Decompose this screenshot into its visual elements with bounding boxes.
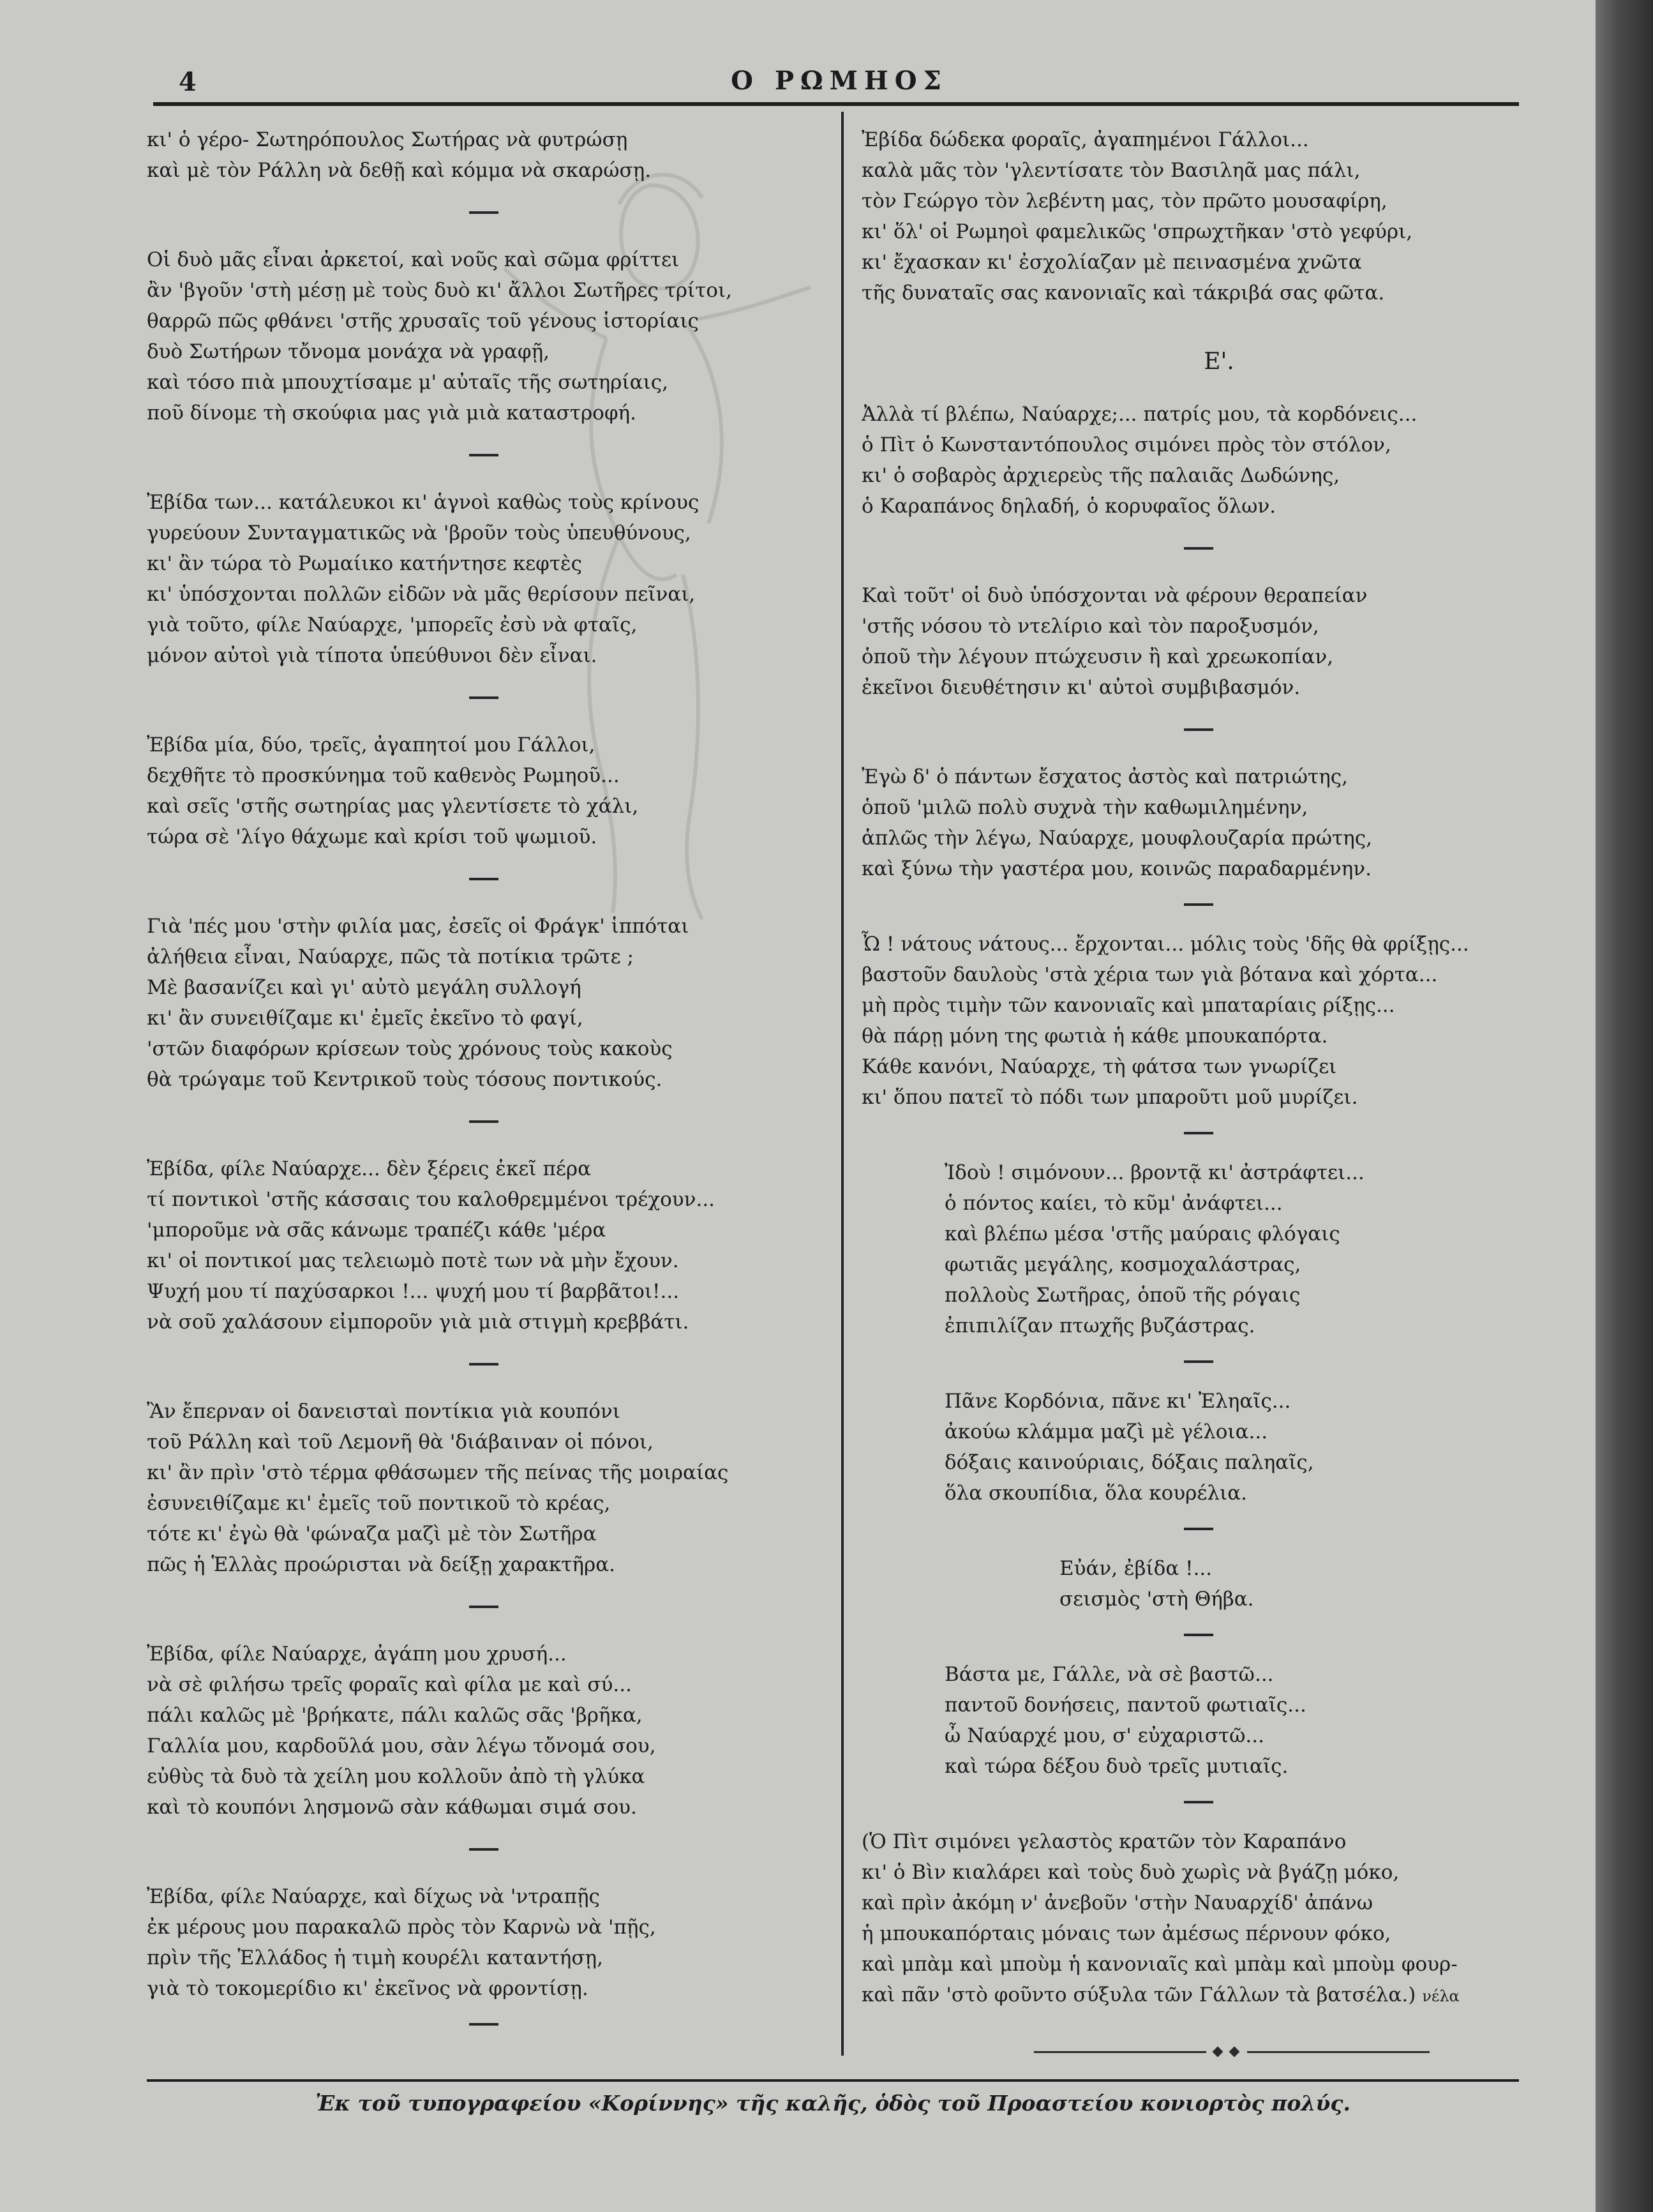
verse-line: τὸν Γεώργο τὸν λεβέντη μας, τὸν πρῶτο μουσαφίρη, (862, 190, 1387, 213)
verse-line: τοῦ Ράλλη καὶ τοῦ Λεμονῆ θὰ 'διάβαιναν οἱ πόνοι, (147, 1431, 654, 1454)
verse-line: Ἂν ἔπερναν οἱ δανεισταὶ ποντίκια γιὰ κουπόνι (147, 1400, 620, 1423)
verse-line: ἐκ μέρους μου παρακαλῶ πρὸς τὸν Καρνὼ νὰ 'πῇς, (147, 1916, 656, 1939)
stanza (147, 487, 823, 671)
stanza (862, 929, 1538, 1113)
verse-line: καὶ μὲ τὸν Ράλλη νὰ δεθῇ καὶ κόμμα νὰ σκαρώσῃ. (147, 159, 652, 182)
verse-line: τί ποντικοὶ 'στῆς κάσσαις του καλοθρεμμένοι τρέχουν... (147, 1188, 715, 1211)
verse-line: κι' ἂν τώρα τὸ Ρωμαίικο κατήντησε κεφτὲς (147, 552, 583, 575)
verse-line: θὰ πάρῃ μόνη της φωτιὰ ἡ κάθε μπουκαπόρτα. (862, 1025, 1328, 1048)
stanza-separator (1184, 903, 1213, 906)
verse-line: καὶ ξύνω τὴν γαστέρα μου, κοινῶς παραδαρμένην. (862, 857, 1372, 880)
verse-line: κι' ἂν συνειθίζαμε κι' ἐμεῖς ἐκεῖνο τὸ φαγί, (147, 1007, 583, 1030)
stanza-separator (1184, 1801, 1213, 1803)
closing-note (862, 1826, 1538, 2012)
verse-line: κι' ὁ σοβαρὸς ἀρχιερεὺς τῆς παλαιᾶς Δωδώνης, (862, 464, 1340, 487)
verse-line: Ἐβίδα, φίλε Ναύαρχε, καὶ δίχως νὰ 'ντραπῇς (147, 1885, 600, 1908)
verse-line: ὁποῦ τὴν λέγουν πτώχευσιν ἢ καὶ χρεωκοπίαν, (862, 645, 1334, 668)
page-edge-shadow (1596, 0, 1653, 2212)
verse-line: Ἐγὼ δ' ὁ πάντων ἔσχατος ἀστὸς καὶ πατριώτης, (862, 765, 1348, 788)
verse-line: κι' ὁ γέρο- Σωτηρόπουλος Σωτήρας νὰ φυτρώσῃ (147, 128, 628, 151)
verse-line: γιὰ τὸ τοκομερίδιο κι' ἐκεῖνος νὰ φροντίσῃ. (147, 1977, 588, 2000)
verse-line: νὰ σοῦ χαλάσουν εἰμποροῦν γιὰ μιὰ στιγμὴ κρεββάτι. (147, 1311, 689, 1334)
verse-line: παντοῦ δονήσεις, παντοῦ φωτιαῖς... (945, 1694, 1306, 1717)
verse-line: κι' ὅλ' οἱ Ρωμηοὶ φαμελικῶς 'σπρωχτῆκαν 'στὸ γεφύρι, (862, 220, 1413, 243)
stanza-separator (1184, 1634, 1213, 1636)
verse-line: ἀκούω κλάμμα μαζὶ μὲ γέλοια... (945, 1420, 1268, 1443)
verse-line: καὶ μπὰμ καὶ μποὺμ ἡ κανονιαῖς καὶ μπὰμ καὶ μποὺμ φουρ- (862, 1953, 1458, 1976)
verse-line: κι' ἔχασκαν κι' ἐσχολίαζαν μὲ πεινασμένα χνῶτα (862, 251, 1362, 274)
verse-line: θὰ τρώγαμε τοῦ Κεντρικοῦ τοὺς τόσους ποντικούς. (147, 1068, 662, 1091)
header-rule (153, 102, 1519, 106)
stanza (862, 1553, 1538, 1614)
verse-line: κι' ἂν πρὶν 'στὸ τέρμα φθάσωμεν τῆς πείνας τῆς μοιραίας (147, 1461, 729, 1484)
ornament-rule-left (1034, 2051, 1206, 2053)
stanza-separator (469, 878, 498, 880)
right-column (862, 124, 1538, 2012)
verse-line: Ἐβίδα των... κατάλευκοι κι' ἁγνοὶ καθὼς τοὺς κρίνους (147, 491, 699, 514)
verse-line: κι' ὁ Βὶν κιαλάρει καὶ τοὺς δυὸ χωρὶς νὰ βγάζῃ μόκο, (862, 1861, 1400, 1884)
stanza (862, 762, 1538, 884)
stanza (862, 1386, 1538, 1509)
column-divider (841, 112, 844, 2056)
verse-line: μόνον αὐτοὶ γιὰ τίποτα ὑπεύθυνοι δὲν εἶναι. (147, 644, 597, 667)
stanza-separator (1184, 1528, 1213, 1530)
verse-line: Μὲ βασανίζει καὶ γι' αὐτὸ μεγάλη συλλογή (147, 976, 581, 999)
verse-line: θαρρῶ πῶς φθάνει 'στῆς χρυσαῖς τοῦ γένους ἱστορίαις (147, 310, 699, 333)
verse-line: Γαλλία μου, καρδοῦλά μου, σὰν λέγω τὄνομά σου, (147, 1734, 656, 1757)
verse-line: φωτιᾶς μεγάλης, κοσμοχαλάστρας, (945, 1253, 1301, 1276)
stanza (147, 730, 823, 852)
verse-line: Ἐβίδα μία, δύο, τρεῖς, ἀγαπητοί μου Γάλλοι, (147, 734, 595, 756)
stanza-separator (1184, 1132, 1213, 1134)
verse-line: κι' ὅπου πατεῖ τὸ πόδι των μπαροῦτι μοῦ μυρίζει. (862, 1086, 1358, 1109)
margin-note: νέλα (1422, 1987, 1460, 2005)
verse-line: τῆς δυναταῖς σας κανονιαῖς καὶ τάκριβά σας φῶτα. (862, 282, 1385, 305)
verse-line: καὶ πρὶν ἀκόμη ν' ἀνεβοῦν 'στὴν Ναυαρχίδ' ἀπάνω (862, 1892, 1373, 1915)
stanza (147, 1639, 823, 1823)
verse-line: 'στῶν διαφόρων κρίσεων τοὺς χρόνους τοὺς κακοὺς (147, 1037, 673, 1060)
verse-line: νὰ σὲ φιλήσω τρεῖς φοραῖς καὶ φίλα με καὶ σύ... (147, 1673, 632, 1696)
verse-line: 'στῆς νόσου τὸ ντελίριο καὶ τὸν παροξυσμόν, (862, 615, 1319, 638)
verse-line: Ἀλλὰ τί βλέπω, Ναύαρχε;... πατρίς μου, τὰ κορδόνεις... (862, 403, 1417, 426)
verse-line: Εὐάν, ἐβίδα !... (1059, 1557, 1213, 1580)
stanza (147, 1396, 823, 1580)
ornament-diamond (1213, 2047, 1223, 2058)
stanza (862, 1157, 1538, 1341)
verse-line: Βάστα με, Γάλλε, νὰ σὲ βαστῶ... (945, 1663, 1274, 1686)
verse-line: Ἐβίδα, φίλε Ναύαρχε... δὲν ξέρεις ἐκεῖ πέρα (147, 1157, 592, 1180)
verse-line: ὁ Καραπάνος δηλαδή, ὁ κορυφαῖος ὅλων. (862, 495, 1276, 518)
stanza (147, 911, 823, 1095)
verse-line: πάλι καλῶς μὲ 'βρήκατε, πάλι καλῶς σᾶς 'βρῆκα, (147, 1704, 643, 1727)
left-column (147, 124, 823, 2049)
verse-line: τώρα σὲ 'λίγο θάχωμε καὶ κρίσι τοῦ ψωμιοῦ. (147, 825, 597, 848)
verse-line: ὁποῦ 'μιλῶ πολὺ συχνὰ τὴν καθωμιλημένην, (862, 796, 1308, 819)
verse-line: Ὦ ! νάτους νάτους... ἔρχονται... μόλις τοὺς 'δῆς θὰ φρίξῃς... (862, 933, 1469, 956)
verse-line: Πᾶνε Κορδόνια, πᾶνε κι' Ἐληαῖς... (945, 1390, 1291, 1413)
verse-line (862, 1980, 1538, 2012)
verse-line: καὶ τώρα δέξου δυὸ τρεῖς μυτιαῖς. (945, 1755, 1289, 1778)
stanza-separator (469, 1363, 498, 1366)
stanza (147, 1154, 823, 1337)
stanza (862, 1659, 1538, 1782)
verse-line: καὶ βλέπω μέσα 'στῆς μαύραις φλόγαις (945, 1223, 1340, 1245)
closing-line: καὶ πᾶν 'στὸ φοῦντο σύξυλα τῶν Γάλλων τὰ βατσέλα.) (862, 1983, 1416, 2006)
stanza (147, 1881, 823, 2004)
verse-line: ἂν 'βγοῦν 'στὴ μέσῃ μὲ τοὺς δυὸ κι' ἄλλοι Σωτῆρες τρίτοι, (147, 279, 732, 302)
verse-line: καὶ τὸ κουπόνι λησμονῶ σὰν κάθωμαι σιμά σου. (147, 1796, 637, 1819)
verse-line: βαστοῦν δαυλοὺς 'στὰ χέρια των γιὰ βότανα καὶ χόρτα... (862, 963, 1438, 986)
verse-line: ἐκεῖνοι διευθέτησιν κι' αὐτοὶ συμβιβασμόν. (862, 676, 1301, 699)
ornament-rule-right (1247, 2051, 1430, 2053)
verse-line: καὶ τόσο πιὰ μπουχτίσαμε μ' αὐταῖς τῆς σωτηρίαις, (147, 371, 668, 394)
verse-line: ὦ Ναύαρχέ μου, σ' εὐχαριστῶ... (945, 1724, 1264, 1747)
verse-line: μὴ πρὸς τιμὴν τῶν κανονιαῖς καὶ μπαταρίαις ρίξῃς... (862, 994, 1395, 1017)
verse-line: Κάθε κανόνι, Ναύαρχε, τὴ φάτσα των γνωρίζει (862, 1055, 1337, 1078)
stanza-separator (469, 2023, 498, 2026)
verse-line: Ἐβίδα, φίλε Ναύαρχε, ἀγάπη μου χρυσή... (147, 1643, 567, 1666)
verse-line: Ἰδοὺ ! σιμόνουν... βροντᾷ κι' ἀστράφτει... (945, 1161, 1365, 1184)
end-ornament (1034, 2043, 1430, 2062)
verse-line: τότε κι' ἐγὼ θὰ 'φώναζα μαζὶ μὲ τὸν Σωτῆρα (147, 1523, 597, 1546)
verse-line: κι' ὑπόσχονται πολλῶν εἰδῶν νὰ μᾶς θερίσουν πεῖναι, (147, 583, 696, 606)
stanza-separator (1184, 728, 1213, 731)
stanza (862, 399, 1538, 522)
page-number: 4 (179, 67, 197, 97)
verse-line: Ἐβίδα δώδεκα φοραῖς, ἀγαπημένοι Γάλλοι... (862, 128, 1309, 151)
verse-line: ἐπιπιλίζαν πτωχῆς βυζάστρας. (945, 1314, 1255, 1337)
verse-line: γιὰ τοῦτο, φίλε Ναύαρχε, 'μπορεῖς ἐσὺ νὰ φταῖς, (147, 613, 638, 636)
verse-line: κι' οἱ ποντικοί μας τελειωμὸ ποτὲ των νὰ μὴν ἔχουν. (147, 1249, 679, 1272)
stanza (862, 124, 1538, 308)
stanza (147, 124, 823, 186)
page-header (160, 61, 1519, 105)
stanza-separator (469, 454, 498, 456)
verse-line: ἁπλῶς τὴν λέγω, Ναύαρχε, μουφλουζαρία πρώτης, (862, 827, 1372, 850)
stanza-separator (469, 1848, 498, 1851)
verse-line: δυὸ Σωτήρων τὄνομα μονάχα νὰ γραφῇ, (147, 340, 550, 363)
verse-line: ἀλήθεια εἶναι, Ναύαρχε, πῶς τὰ ποτίκια τρῶτε ; (147, 945, 634, 968)
verse-line: ὁ πόντος καίει, τὸ κῦμ' ἀνάφτει... (945, 1192, 1283, 1215)
verse-line: ποῦ δίνομε τὴ σκούφια μας γιὰ μιὰ καταστροφή. (147, 402, 636, 425)
section-heading: Ε'. (1204, 349, 1234, 375)
verse-line: καὶ σεῖς 'στῆς σωτηρίας μας γλεντίσετε τὸ χάλι, (147, 795, 639, 818)
verse-line: σεισμὸς 'στὴ Θήβα. (1059, 1588, 1254, 1611)
verse-line: (Ὁ Πὶτ σιμόνει γελαστὸς κρατῶν τὸν Καραπάνο (862, 1830, 1347, 1853)
verse-line: Γιὰ 'πές μου 'στὴν φιλία μας, ἐσεῖς οἱ Φράγκ' ἱππόται (147, 915, 689, 938)
verse-line: πῶς ἡ Ἑλλὰς προώρισται νὰ δείξῃ χαρακτῆρα. (147, 1553, 615, 1576)
printer-imprint: Ἐκ τοῦ τυπογραφείου «Κορίννης» τῆς καλῆς, ὁδὸς τοῦ Προαστείου κονιορτὸς πολύς. (315, 2091, 1350, 2116)
stanza-separator (469, 1606, 498, 1608)
verse-line: δόξαις καινούριαις, δόξαις παληαῖς, (945, 1451, 1314, 1474)
verse-line: Οἱ δυὸ μᾶς εἶναι ἀρκετοί, καὶ νοῦς καὶ σῶμα φρίττει (147, 248, 680, 271)
stanza (862, 580, 1538, 703)
masthead-title: Ο ΡΩΜΗΟΣ (731, 66, 948, 96)
ornament-diamond (1229, 2047, 1240, 2058)
footer-rule (147, 2079, 1519, 2082)
verse-line: Καὶ τοῦτ' οἱ δυὸ ὑπόσχονται νὰ φέρουν θεραπείαν (862, 584, 1368, 607)
verse-line: ἡ μπουκαπόρταις μόναις των ἀμέσως πέρνουν φόκο, (862, 1922, 1391, 1945)
verse-line: πολλοὺς Σωτῆρας, ὁποῦ τῆς ρόγαις (945, 1284, 1301, 1307)
stanza-separator (469, 211, 498, 214)
verse-line: ἐσυνειθίζαμε κι' ἐμεῖς τοῦ ποντικοῦ τὸ κρέας, (147, 1492, 611, 1515)
stanza (147, 245, 823, 428)
verse-line: ὅλα σκουπίδια, ὅλα κουρέλια. (945, 1482, 1247, 1505)
stanza-separator (1184, 1360, 1213, 1363)
verse-line: ὁ Πὶτ ὁ Κωνσταντόπουλος σιμόνει πρὸς τὸν στόλον, (862, 433, 1391, 456)
stanza-separator (469, 696, 498, 699)
verse-line: 'μποροῦμε νὰ σᾶς κάνωμε τραπέζι κάθε 'μέρα (147, 1219, 606, 1242)
verse-line: δεχθῆτε τὸ προσκύνημα τοῦ καθενὸς Ρωμηοῦ... (147, 764, 620, 787)
verse-line: πρὶν τῆς Ἑλλάδος ἡ τιμὴ κουρέλι καταντήσῃ, (147, 1946, 603, 1969)
verse-line: καλὰ μᾶς τὸν 'γλεντίσατε τὸν Βασιληᾶ μας πάλι, (862, 159, 1361, 182)
stanza-separator (1184, 547, 1213, 550)
verse-line: γυρεύουν Συνταγματικῶς νὰ 'βροῦν τοὺς ὑπευθύνους, (147, 522, 691, 545)
verse-line: εὐθὺς τὰ δυὸ τὰ χείλη μου κολλοῦν ἀπὸ τὴ γλύκα (147, 1765, 645, 1788)
stanza-separator (469, 1120, 498, 1123)
verse-line: Ψυχή μου τί παχύσαρκοι !... ψυχή μου τί βαρβᾶτοι!... (147, 1280, 680, 1303)
